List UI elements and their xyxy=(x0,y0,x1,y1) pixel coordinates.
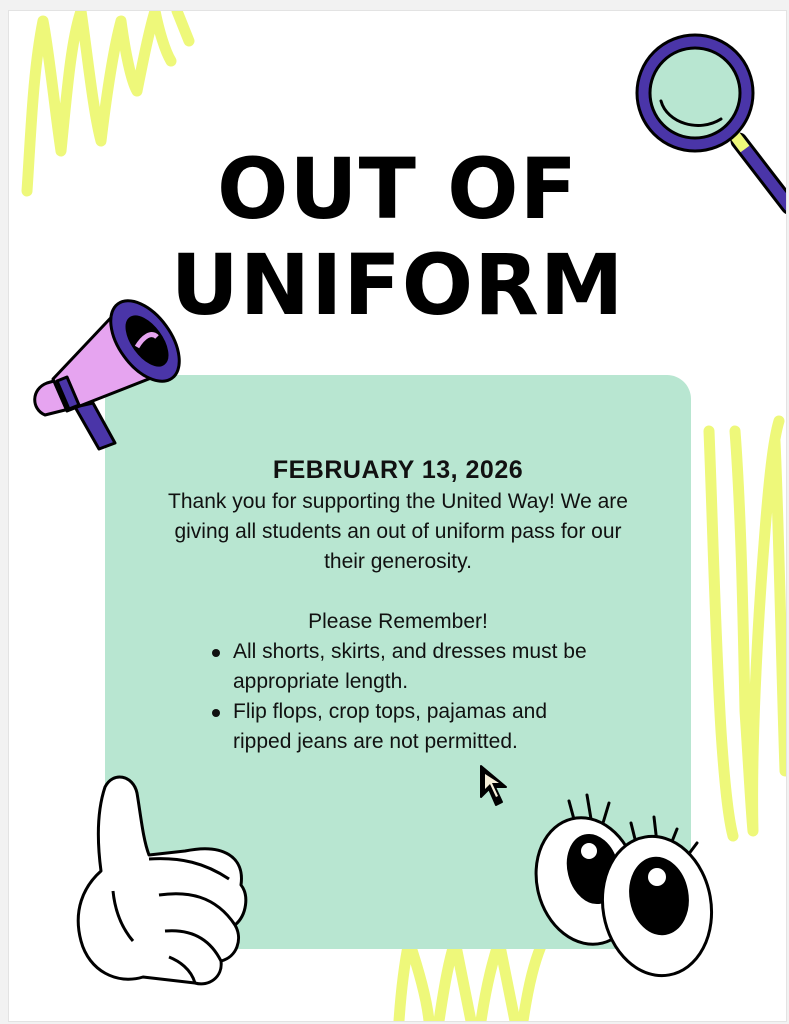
intro-text: Thank you for supporting the United Way! We are giving all students an out of uniform pass for our their generosity. xyxy=(168,490,628,573)
thumbs-up-icon xyxy=(78,777,246,984)
title-line-1: OUT OF xyxy=(217,140,578,238)
flyer-page xyxy=(8,10,787,1022)
mouse-pointer-icon xyxy=(477,763,517,813)
cartoon-eyes-icon xyxy=(523,795,722,984)
megaphone-icon xyxy=(35,289,193,449)
illustrations xyxy=(9,11,786,1021)
remember-heading: Please Remember! xyxy=(308,610,488,633)
list-item: Flip flops, crop tops, pajamas and ripped jeans are not permitted. xyxy=(209,697,589,757)
magnifying-glass-icon xyxy=(637,35,786,206)
event-date: FEBRUARY 13, 2026 xyxy=(272,456,524,484)
title-line-2: UNIFORM xyxy=(170,236,625,334)
list-item: All shorts, skirts, and dresses must be appropriate length. xyxy=(209,637,589,697)
